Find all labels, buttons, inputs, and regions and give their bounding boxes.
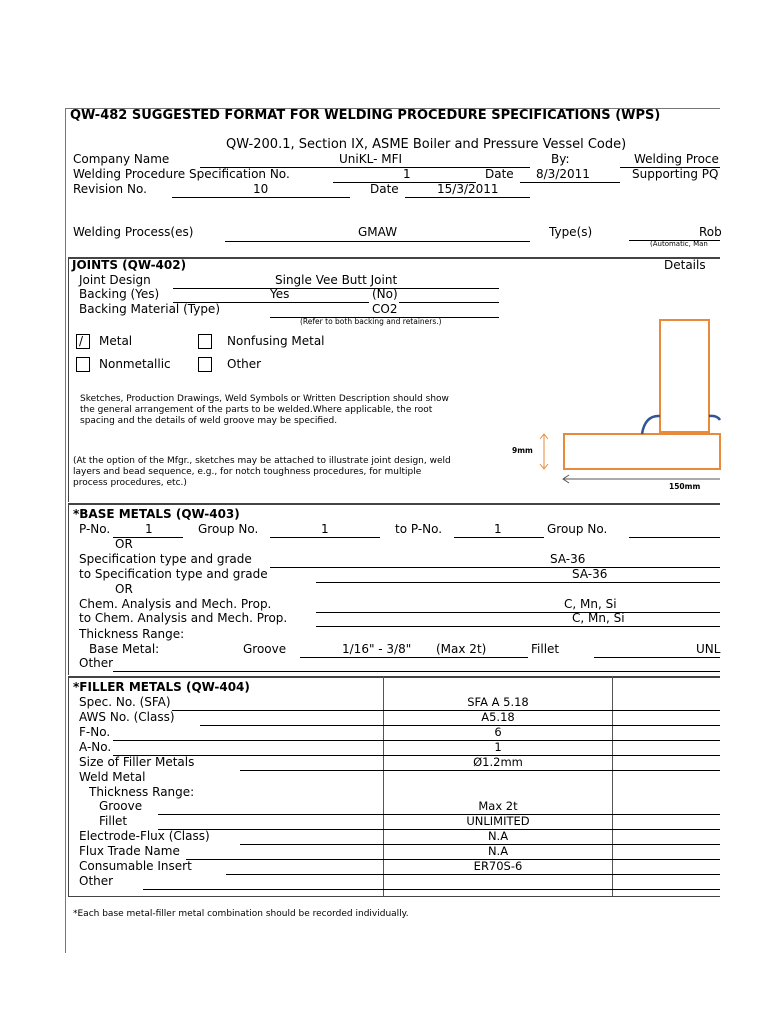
filler-row-label: Spec. No. (SFA) (79, 695, 171, 709)
group-no-2-label: Group No. (547, 522, 608, 536)
pno-label: P-No. (79, 522, 111, 536)
group-no-line (270, 537, 380, 538)
chem-analysis-label: Chem. Analysis and Mech. Prop. (79, 597, 272, 611)
backing-no-line (399, 302, 499, 303)
filler-row-label: Electrode-Flux (Class) (79, 829, 210, 843)
date-value: 8/3/2011 (536, 167, 590, 181)
filler-row-label: A-No. (79, 740, 112, 754)
to-pno-label: to P-No. (395, 522, 443, 536)
filler-row-label: Size of Filler Metals (79, 755, 195, 769)
filler-row-value: A5.18 (481, 710, 515, 724)
mfgr-option-line-1: (At the option of the Mfgr., sketches may be attached to illustrate joint design, weld (73, 456, 451, 466)
revision-date-line (405, 197, 530, 198)
welding-process-value: GMAW (358, 225, 398, 239)
fillet-value: UNL (696, 642, 721, 656)
backing-material-label: Backing Material (Type) (79, 302, 220, 316)
filler-row-value: Ø1.2mm (473, 755, 523, 769)
filler-row-label: AWS No. (Class) (79, 710, 175, 724)
or-2: OR (115, 582, 133, 596)
revision-line (172, 197, 350, 198)
pno-value: 1 (145, 522, 153, 536)
mfgr-option-line-2: layers and bead sequence, e.g., for notch toughness procedures, for multiple (73, 467, 422, 477)
joint-design-label: Joint Design (79, 273, 151, 287)
to-pno-value: 1 (494, 522, 502, 536)
types-note: (Automatic, Man (650, 240, 708, 248)
by-value: Welding Proce (634, 152, 719, 166)
filler-row-label: Thickness Range: (89, 785, 195, 799)
backing-yes-value: Yes (270, 287, 290, 301)
nonmetallic-label: Nonmetallic (99, 357, 171, 371)
form-subtitle: QW-200.1, Section IX, ASME Boiler and Pressure Vessel Code) (226, 137, 627, 152)
filler-row-value: N.A (487, 829, 509, 843)
filler-row-line (143, 889, 720, 890)
base-metals-heading: *BASE METALS (QW-403) (73, 507, 240, 521)
backing-material-value: CO2 (372, 302, 398, 316)
fillet-line (594, 657, 720, 658)
base-other-line (113, 671, 720, 672)
metal-checkbox[interactable] (76, 334, 90, 349)
backing-no-label: (No) (372, 287, 398, 301)
to-chem-analysis-value: C, Mn, Si (572, 611, 625, 625)
filler-row-value: 6 (494, 725, 502, 739)
footnote: *Each base metal-filler metal combination should be recorded individually. (73, 909, 409, 919)
other-option-label: Other (227, 357, 262, 371)
base-metal-label: Base Metal: (89, 642, 160, 656)
base-metals-section-top (68, 503, 720, 505)
nonfusing-metal-label: Nonfusing Metal (227, 334, 325, 348)
supporting-pqr-label: Supporting PQ (632, 167, 719, 181)
filler-row-label: F-No. (79, 725, 111, 739)
groove-line (300, 657, 528, 658)
welding-process-label: Welding Process(es) (73, 225, 194, 239)
filler-row-value: ER70S-6 (473, 859, 523, 873)
nonmetallic-checkbox[interactable] (76, 357, 90, 372)
types-value: Rob (699, 225, 722, 239)
company-name-value: UniKL- MFI (339, 152, 403, 166)
group-no-value: 1 (321, 522, 329, 536)
wps-number-value: 1 (403, 167, 411, 181)
to-spec-type-line (316, 582, 720, 583)
sketch-instructions-line-3: spacing and the details of weld groove may be specified. (80, 416, 338, 426)
by-label: By: (551, 152, 570, 166)
metal-option-label: Metal (99, 334, 133, 348)
types-label: Type(s) (549, 225, 593, 239)
backing-label: Backing (Yes) (79, 287, 160, 301)
joint-design-value: Single Vee Butt Joint (275, 273, 398, 287)
right-weld-bead (709, 416, 720, 420)
date-line (520, 182, 620, 183)
filler-row-value: UNLIMITED (466, 814, 530, 828)
fillet-label: Fillet (531, 642, 560, 656)
to-chem-analysis-line (316, 626, 720, 627)
date-label: Date (485, 167, 514, 181)
filler-row-value: Max 2t (478, 799, 518, 813)
filler-metals-section-bottom (68, 896, 720, 897)
horizontal-plate (564, 434, 720, 469)
base-metals-section-left (68, 503, 69, 675)
filler-row-label: Groove (99, 799, 143, 813)
joints-heading: JOINTS (QW-402) (72, 258, 187, 272)
to-pno-line (454, 537, 544, 538)
spec-type-value: SA-36 (550, 552, 586, 566)
revision-label: Revision No. (73, 182, 147, 196)
filler-row-value: N.A (487, 844, 509, 858)
sketch-instructions-line-2: the general arrangement of the parts to be welded.Where applicable, the root (80, 405, 433, 415)
revision-date-label: Date (370, 182, 399, 196)
details-label: Details (664, 258, 706, 272)
company-name-label: Company Name (73, 152, 170, 166)
mfgr-option-line-3: process procedures, etc.) (73, 478, 187, 488)
revision-date-value: 15/3/2011 (437, 182, 499, 196)
filler-metals-heading: *FILLER METALS (QW-404) (73, 680, 250, 694)
thickness-dimension-label: 9mm (512, 446, 533, 455)
groove-value: 1/16" - 3/8" (342, 642, 412, 656)
or-1: OR (115, 537, 133, 551)
to-chem-analysis-label: to Chem. Analysis and Mech. Prop. (79, 611, 288, 625)
wps-number-label: Welding Procedure Specification No. (73, 167, 290, 181)
filler-row-value: SFA A 5.18 (467, 695, 529, 709)
joint-sketch (505, 312, 720, 497)
vertical-plate (660, 320, 709, 432)
filler-row-label: Other (79, 874, 114, 888)
group-no-label: Group No. (198, 522, 259, 536)
filler-row-label: Fillet (99, 814, 128, 828)
base-other-label: Other (79, 656, 114, 670)
form-title: QW-482 SUGGESTED FORMAT FOR WELDING PROCEDURE SPECIFICATIONS (WPS) (70, 108, 661, 123)
group-no-2-line (629, 537, 720, 538)
chem-analysis-value: C, Mn, Si (564, 597, 617, 611)
other-checkbox[interactable] (198, 357, 212, 372)
filler-row-line (240, 770, 720, 771)
spec-type-label: Specification type and grade (79, 552, 252, 566)
welding-process-line (225, 241, 530, 242)
filler-column-divider-2 (612, 676, 613, 896)
filler-row-label: Consumable Insert (79, 859, 192, 873)
filler-metals-section-left (68, 676, 69, 896)
chem-analysis-line (316, 612, 720, 613)
filler-row-label: Flux Trade Name (79, 844, 180, 858)
left-weld-bead (642, 416, 660, 434)
left-border (65, 108, 66, 953)
joints-section-left (68, 257, 69, 502)
length-dimension-label: 150mm (669, 482, 701, 491)
spec-type-line (270, 567, 720, 568)
filler-metals-section-top (68, 676, 720, 678)
filler-row-label: Weld Metal (79, 770, 146, 784)
revision-value: 10 (253, 182, 269, 196)
thickness-range-label: Thickness Range: (79, 627, 185, 641)
backing-note: (Refer to both backing and retainers.) (300, 317, 442, 326)
filler-row-line (226, 874, 720, 875)
joint-design-line (173, 288, 499, 289)
metal-check-mark: / (79, 334, 84, 348)
to-spec-type-value: SA-36 (572, 567, 608, 581)
to-spec-type-label: to Specification type and grade (79, 567, 268, 581)
groove-label: Groove (243, 642, 287, 656)
nonfusing-metal-checkbox[interactable] (198, 334, 212, 349)
groove-max-value: (Max 2t) (436, 642, 487, 656)
filler-row-value: 1 (494, 740, 502, 754)
sketch-instructions-line-1: Sketches, Production Drawings, Weld Symbols or Written Description should show (80, 394, 449, 404)
